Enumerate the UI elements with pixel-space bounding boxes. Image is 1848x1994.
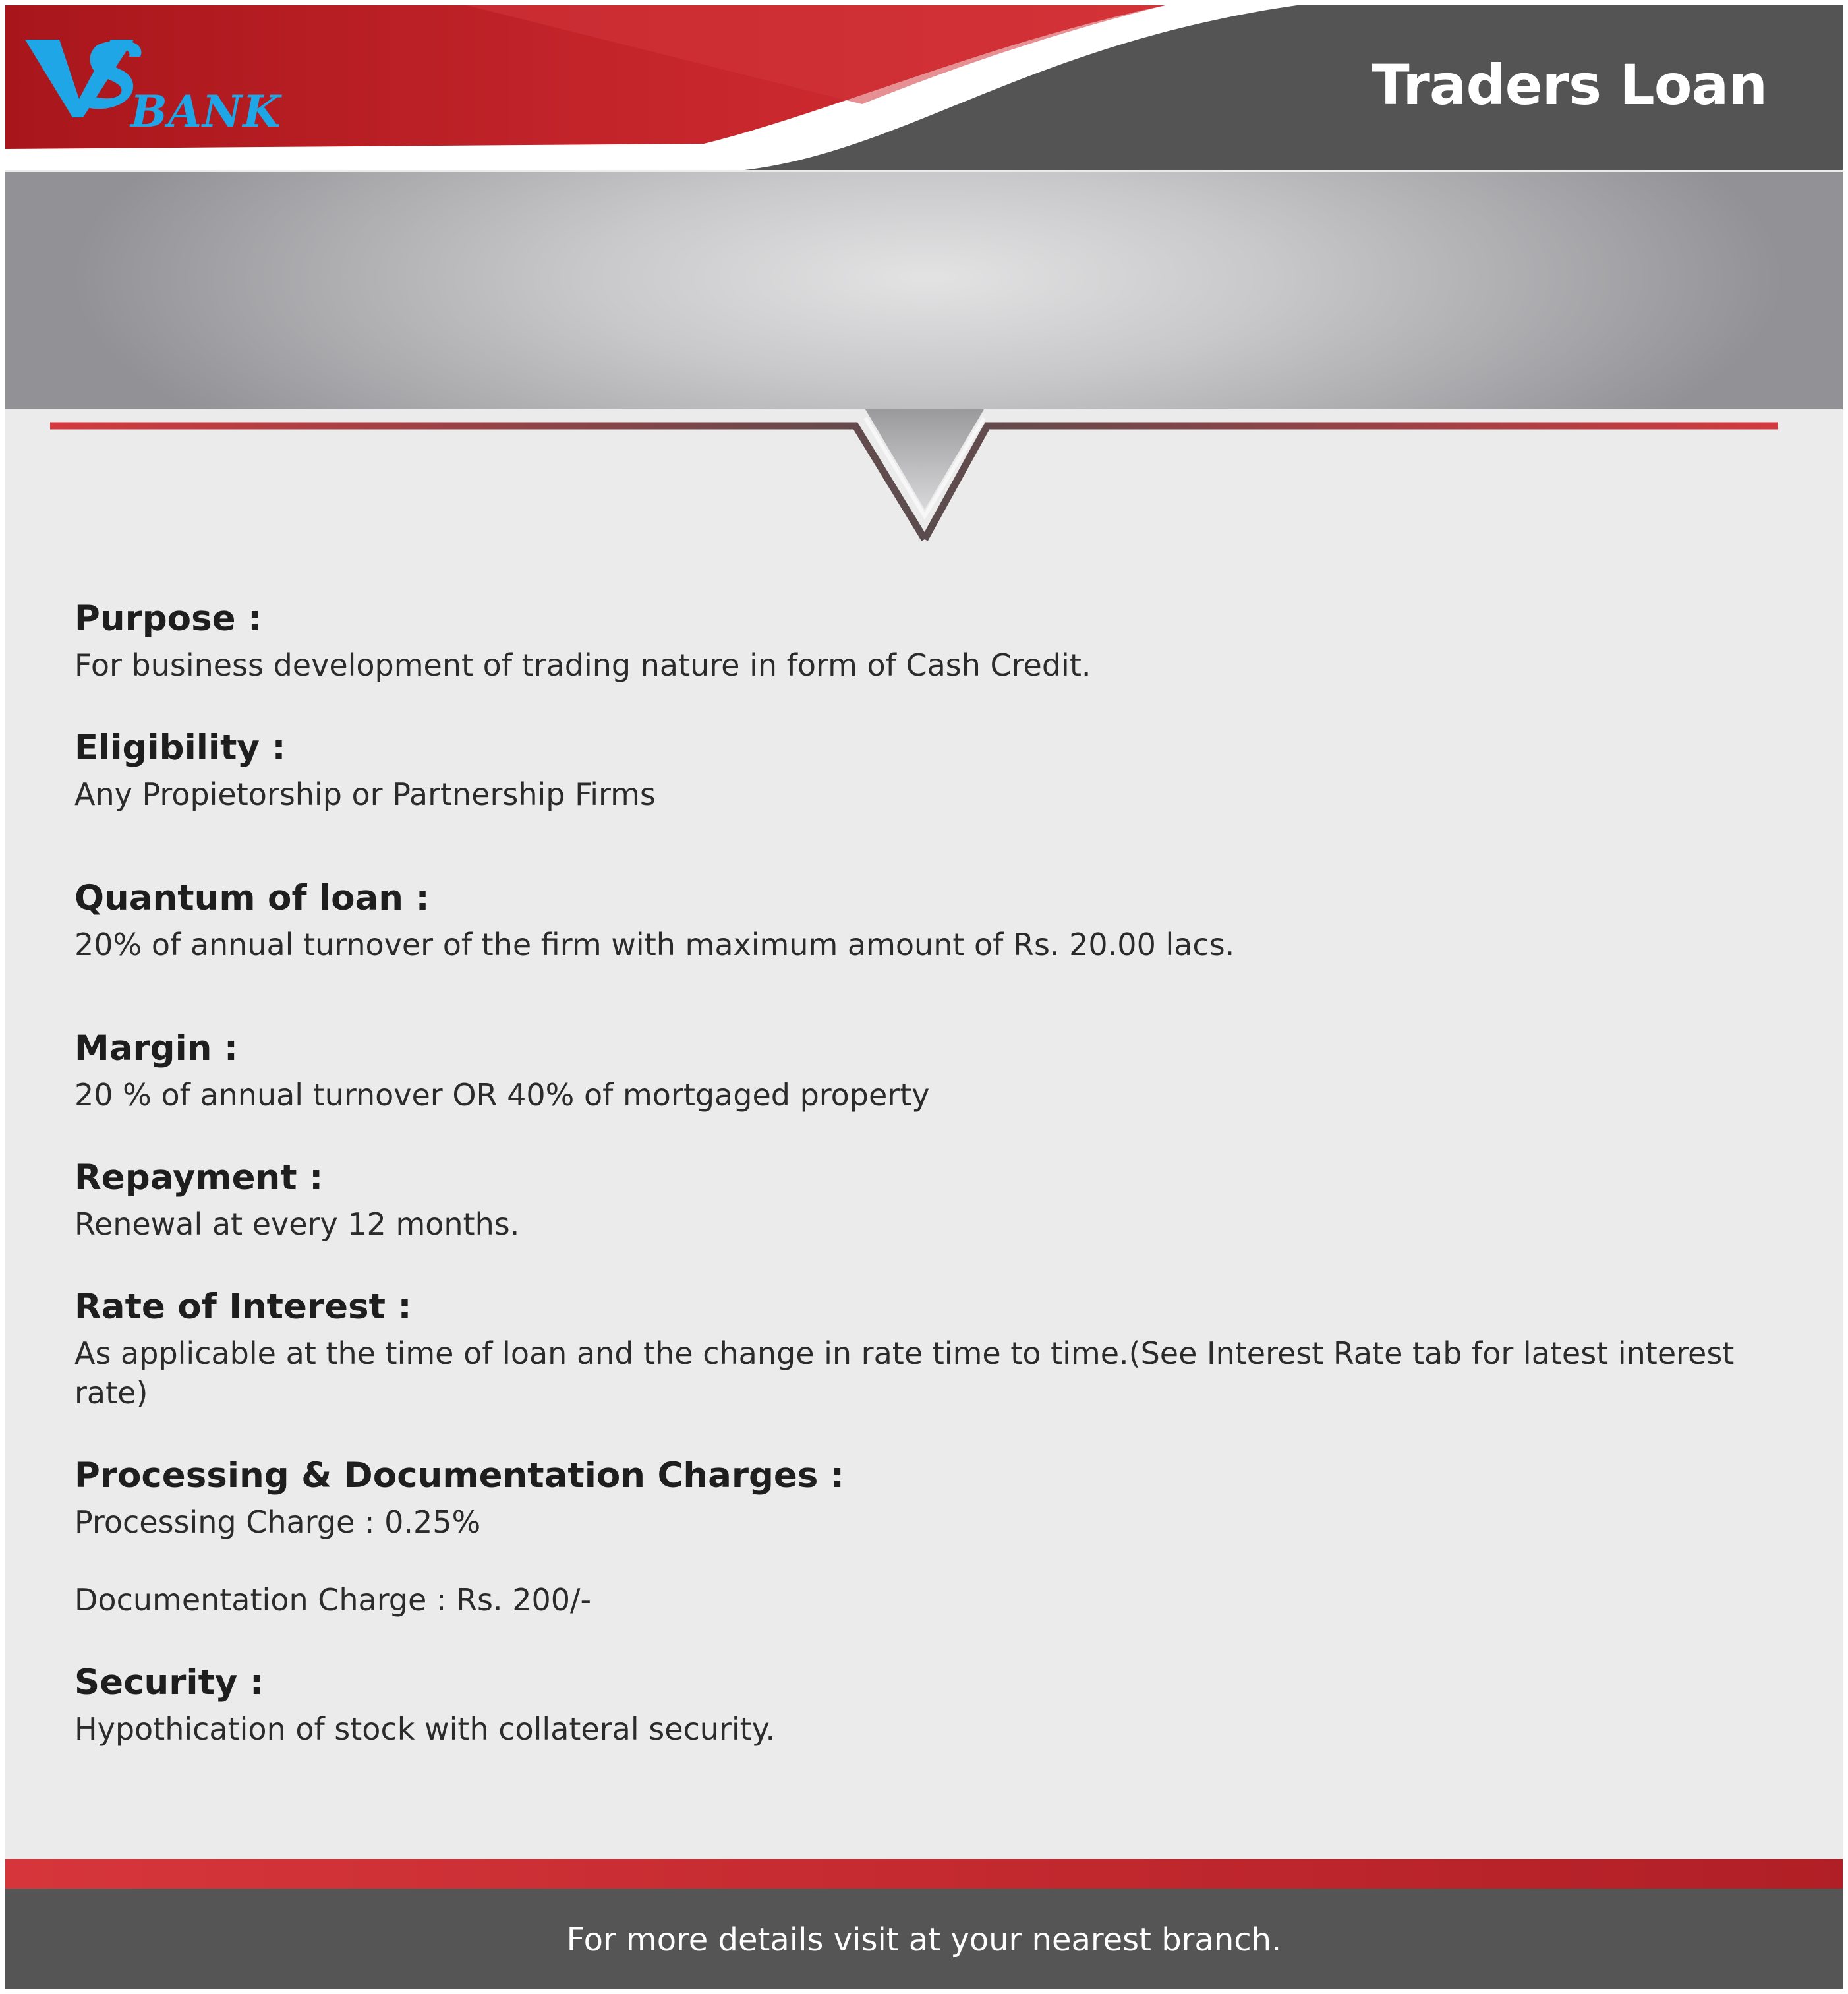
- page-title: Traders Loan: [1372, 53, 1767, 117]
- footer: [5, 1889, 1843, 1989]
- section-title: Rate of Interest :: [74, 1287, 412, 1327]
- footer-accent-bar: [5, 1859, 1843, 1889]
- section-title: Quantum of loan :: [74, 878, 430, 918]
- section-title: Repayment :: [74, 1158, 324, 1198]
- divider-arrow: [5, 401, 1843, 552]
- section-text: Any Propietorship or Partnership Firms: [74, 777, 656, 812]
- section-title: Margin :: [74, 1028, 239, 1069]
- section-text: Hypothication of stock with collateral security.: [74, 1711, 775, 1747]
- section-security: [74, 1659, 1762, 1749]
- section-quantum: [74, 875, 1762, 964]
- section-text: Renewal at every 12 months.: [74, 1206, 520, 1242]
- section-margin: [74, 1025, 1762, 1115]
- section-purpose: [74, 595, 1762, 685]
- section-title: Security :: [74, 1662, 264, 1703]
- header-banner: [5, 5, 1843, 170]
- bank-logo: [18, 25, 282, 137]
- loan-flyer: [5, 5, 1843, 1989]
- loan-details: [74, 595, 1762, 1787]
- section-title: Eligibility :: [74, 728, 286, 768]
- section-text: 20% of annual turnover of the firm with maximum amount of Rs. 20.00 lacs.: [74, 927, 1235, 962]
- processing-charge-text: Processing Charge : 0.25%: [74, 1504, 481, 1540]
- section-title: Processing & Documentation Charges :: [74, 1455, 845, 1496]
- hero-banner: [5, 172, 1843, 409]
- logo-wordmark: BANK: [130, 86, 281, 137]
- section-repayment: [74, 1154, 1762, 1244]
- section-text: As applicable at the time of loan and the change in rate time to time.(See Interest Rate tab for latest interest rate): [74, 1335, 1735, 1411]
- section-text: 20 % of annual turnover OR 40% of mortgaged property: [74, 1077, 930, 1113]
- footer-text: For more details visit at your nearest branch.: [566, 1921, 1282, 1958]
- section-title: Purpose :: [74, 599, 262, 639]
- section-eligibility: [74, 724, 1762, 814]
- section-charges: [74, 1452, 1762, 1620]
- section-text: For business development of trading nature in form of Cash Credit.: [74, 647, 1091, 683]
- documentation-charge-text: Documentation Charge : Rs. 200/-: [74, 1582, 592, 1618]
- section-rate-of-interest: [74, 1283, 1762, 1413]
